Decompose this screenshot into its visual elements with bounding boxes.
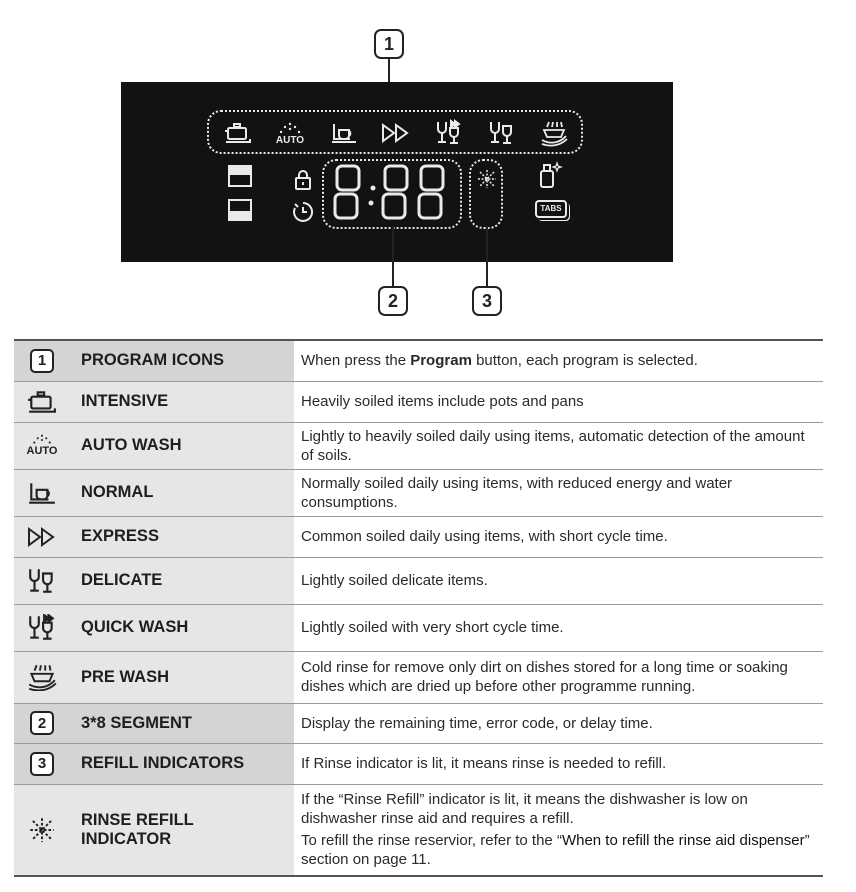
upper-rack-indicator — [227, 164, 253, 188]
rinse-aid-bottle-icon — [535, 160, 565, 190]
row-description: Lightly soiled with very short cycle time. — [294, 604, 823, 651]
pre-wash-icon — [537, 118, 571, 148]
delay-timer-icon — [291, 200, 315, 224]
callout-2-leader — [392, 226, 394, 286]
program-button-ref: Program — [410, 352, 472, 370]
row-name: PRE WASH — [70, 651, 294, 703]
pot-icon — [221, 118, 255, 148]
table-row: RINSE REFILL INDICATOR If the “Rinse Refill” indicator is lit, it means the dishwasher is low on dishwasher rinse aid and requires a refill. To refill the rinse reservior, refer to the “When to refill the rinse aid dispenser” section on page 11. — [14, 784, 823, 876]
delicate-glasses-icon — [14, 557, 70, 604]
rinse-refill-icon — [14, 784, 70, 876]
row-description: Display the remaining time, error code, or delay time. — [294, 703, 823, 743]
section-reference: When to refill the rinse aid dispenser — [561, 832, 805, 850]
table-row — [14, 604, 823, 651]
auto-wash-icon: AUTO — [14, 422, 70, 469]
display-panel — [121, 82, 673, 262]
row-description: Heavily soiled items include pots and pans — [294, 381, 823, 422]
lock-icon — [291, 168, 315, 192]
row-name: REFILL INDICATORS — [70, 743, 294, 784]
number-badge: 3 — [30, 752, 54, 776]
table-row — [14, 422, 823, 469]
delicate-glasses-icon — [485, 118, 519, 148]
control-panel-diagram — [0, 0, 856, 330]
express-icon — [14, 516, 70, 557]
pot-icon — [14, 381, 70, 422]
callout-1: 1 — [374, 29, 404, 59]
row-name: DELICATE — [70, 557, 294, 604]
segment-display — [328, 162, 456, 224]
cup-icon — [14, 469, 70, 516]
rinse-refill-indicator-icon — [475, 168, 499, 190]
table-row — [14, 651, 823, 703]
table-row — [14, 703, 823, 743]
lower-rack-indicator — [227, 198, 253, 222]
table-row — [14, 469, 823, 516]
row-description: Normally soiled daily using items, with reduced energy and water consumptions. — [294, 469, 823, 516]
callout-3: 3 — [472, 286, 502, 316]
cup-icon — [327, 118, 361, 148]
callout-3-leader — [486, 226, 488, 286]
auto-wash-icon: AUTO — [273, 117, 307, 151]
program-description-table — [14, 339, 823, 877]
row-description: Lightly soiled delicate items. — [294, 557, 823, 604]
row-name: 3*8 SEGMENT — [70, 703, 294, 743]
row-description: If the “Rinse Refill” indicator is lit, it means the dishwasher is low on dishwasher rinse aid and requires a refill. — [301, 791, 748, 828]
row-name: AUTO WASH — [70, 422, 294, 469]
express-icon — [379, 118, 413, 148]
row-name: RINSE REFILL INDICATOR — [70, 784, 294, 876]
row-description: Common soiled daily using items, with short cycle time. — [294, 516, 823, 557]
row-description: Cold rinse for remove only dirt on dishes stored for a long time or soaking dishes which are dried up before other programme running. — [294, 651, 823, 703]
table-row — [14, 743, 823, 784]
tabs-icon: TABS — [535, 196, 567, 222]
row-description: Lightly to heavily soiled daily using items, automatic detection of the amount of soils. — [294, 422, 823, 469]
row-name: EXPRESS — [70, 516, 294, 557]
pre-wash-icon — [14, 651, 70, 703]
quick-wash-glasses-icon — [14, 604, 70, 651]
row-name: INTENSIVE — [70, 381, 294, 422]
quick-wash-glasses-icon — [432, 118, 466, 148]
number-badge: 1 — [30, 349, 54, 373]
row-name: NORMAL — [70, 469, 294, 516]
table-row — [14, 381, 823, 422]
callout-2: 2 — [378, 286, 408, 316]
row-name: QUICK WASH — [70, 604, 294, 651]
table-row — [14, 516, 823, 557]
number-badge: 2 — [30, 711, 54, 735]
row-name: PROGRAM ICONS — [70, 340, 294, 381]
row-description: If Rinse indicator is lit, it means rinse is needed to refill. — [294, 743, 823, 784]
table-row: 1 PROGRAM ICONS When press the Program button, each program is selected. — [14, 340, 823, 381]
table-row — [14, 557, 823, 604]
